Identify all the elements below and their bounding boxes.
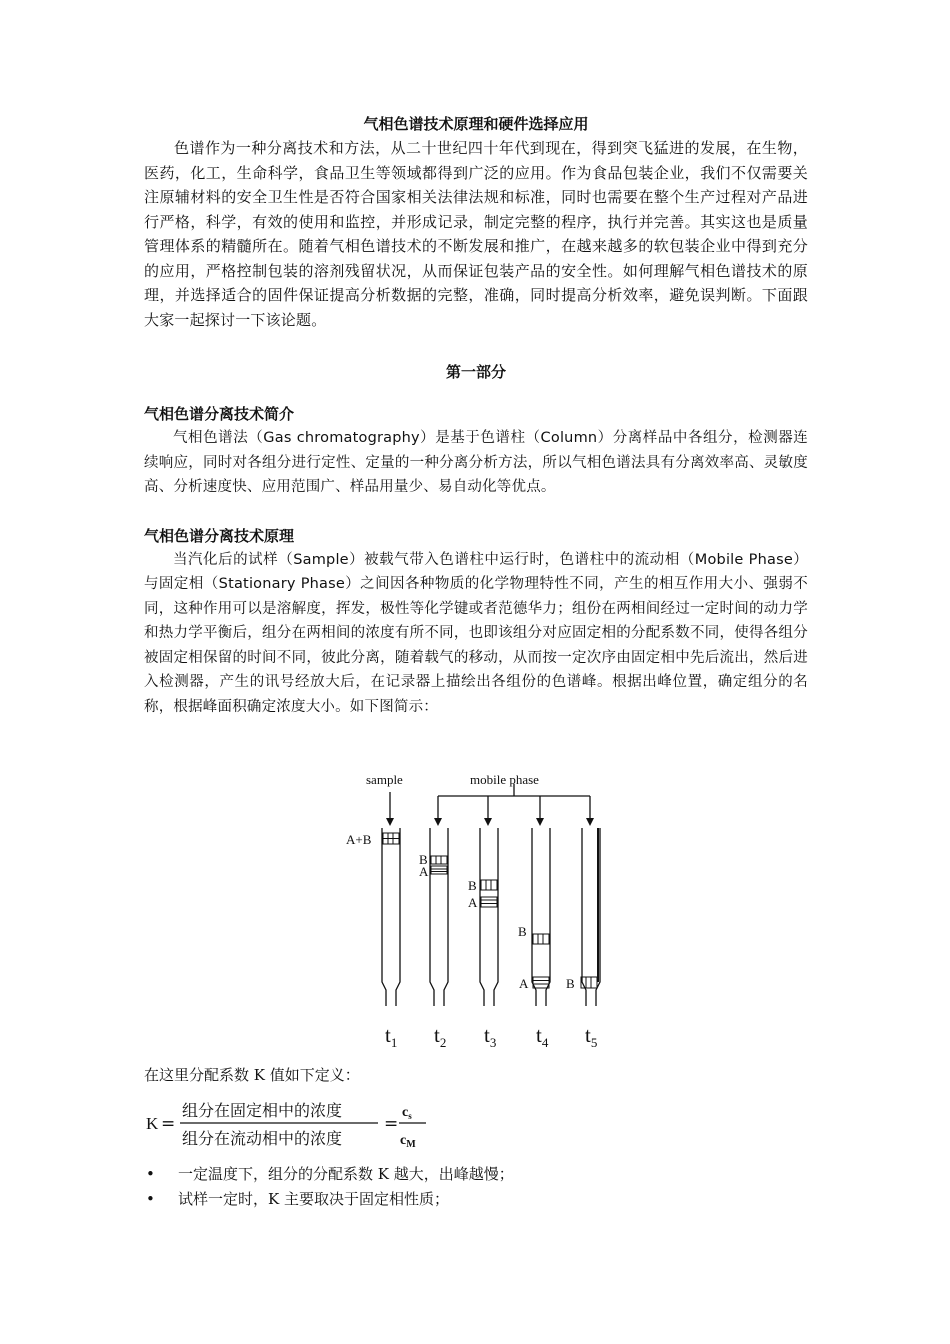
- section-body-principle: 当汽化后的试样（Sample）被载气带入色谱柱中运行时，色谱柱中的流动相（Mobile Phase）与固定相（Stationary Phase）之间因各种物质的化学物理特性不同，产生的相互作用大小、强弱不同，这种作用可以是溶解度，挥发，极性等化学键或者范德华力；组份在两相间经过一定时间的动力学和热力学平衡后，组分在两相间的浓度有所不同，也即该组分对应固定相的分配系数不同，使得各组分被固定相保留的时间不同，彼此分离，随着载气的移动，从而按一定次序由固定相中先后流出，然后进入检测器，产生的讯号经放大后，在记录器上描绘出各组份的色谱峰。根据出峰位置，确定组分的名称，根据峰面积确定浓度大小。如下图简示：: [144, 551, 808, 715]
- section-heading-intro: 气相色谱分离技术简介: [144, 405, 295, 423]
- section-heading-principle: 气相色谱分离技术原理: [144, 526, 295, 545]
- band-label-a-t4: A: [519, 976, 529, 991]
- band-label-b-t4: B: [518, 924, 527, 939]
- mobile-phase-label: mobile phase: [470, 772, 539, 787]
- k-definition-intro: 在这里分配系数 K 值如下定义：: [144, 1066, 360, 1084]
- formula-k: K: [146, 1114, 159, 1133]
- band-label-b-t3: B: [468, 878, 477, 893]
- formula-numerator: 组分在固定相中的浓度: [182, 1101, 343, 1120]
- bullet-icon: •: [146, 1190, 155, 1208]
- band-label-b-t2: B: [419, 852, 428, 867]
- document-body: [144, 112, 808, 719]
- time-label-t3: $t_3$: [484, 1023, 497, 1050]
- sample-label: sample: [366, 772, 403, 787]
- list-item: • 试样一定时，K 主要取决于固定相性质；: [144, 1187, 514, 1212]
- bullet-list: [144, 1162, 514, 1212]
- time-label-t5: $t_5$: [585, 1023, 598, 1050]
- time-label-t4: $t_4$: [536, 1023, 549, 1050]
- svg-text:=: =: [161, 1114, 176, 1134]
- document-title: 气相色谱技术原理和硬件选择应用: [363, 115, 589, 133]
- chromatography-column-diagram: [330, 770, 620, 1055]
- formula-denominator: 组分在流动相中的浓度: [182, 1129, 343, 1148]
- partition-coefficient-formula: [146, 1096, 446, 1152]
- time-label-t1: $t_1$: [385, 1023, 398, 1050]
- bullet-icon: •: [146, 1165, 155, 1183]
- band-label-a-t2: A: [419, 864, 429, 879]
- list-item: • 一定温度下，组分的分配系数 K 越大，出峰越慢；: [144, 1162, 514, 1187]
- intro-paragraph: 色谱作为一种分离技术和方法，从二十世纪四十年代到现在，得到突飞猛进的发展，在生物，医药，化工，生命科学，食品卫生等领域都得到广泛的应用。作为食品包装企业，我们不仅需要关注原辅材料的安全卫生性是否符合国家相关法律法规和标准，同时也需要在整个生产过程对产品进行严格，科学，有效的使用和监控，并形成记录，制定完整的程序，执行并完善。其实这也是质量管理体系的精髓所在。随着气相色谱技术的不断发展和推广，在越来越多的软包装企业中得到充分的应用，严格控制包装的溶剂残留状况，从而保证包装产品的安全性。如何理解气相色谱技术的原理，并选择适合的固件保证提高分析数据的完整，准确，同时提高分析效率，避免误判断。下面跟大家一起探讨一下该论题。: [144, 139, 808, 329]
- formula-cs: $c_s$: [402, 1105, 412, 1121]
- band-label-a-t3: A: [468, 895, 478, 910]
- time-label-t2: $t_2$: [434, 1023, 447, 1050]
- svg-text:=: =: [384, 1114, 399, 1134]
- band-label-ab: A+B: [346, 832, 372, 847]
- part-title: 第一部分: [445, 363, 506, 381]
- band-label-b-t5: B: [566, 976, 575, 991]
- formula-cm: $c_M$: [400, 1133, 416, 1150]
- section-body-intro: 气相色谱法（Gas chromatography）是基于色谱柱（Column）分离样品中各组分，检测器连续响应，同时对各组分进行定性、定量的一种分离分析方法，所以气相色谱法具有分离效率高、灵敏度高、分析速度快、应用范围广、样品用量少、易自动化等优点。: [144, 430, 808, 495]
